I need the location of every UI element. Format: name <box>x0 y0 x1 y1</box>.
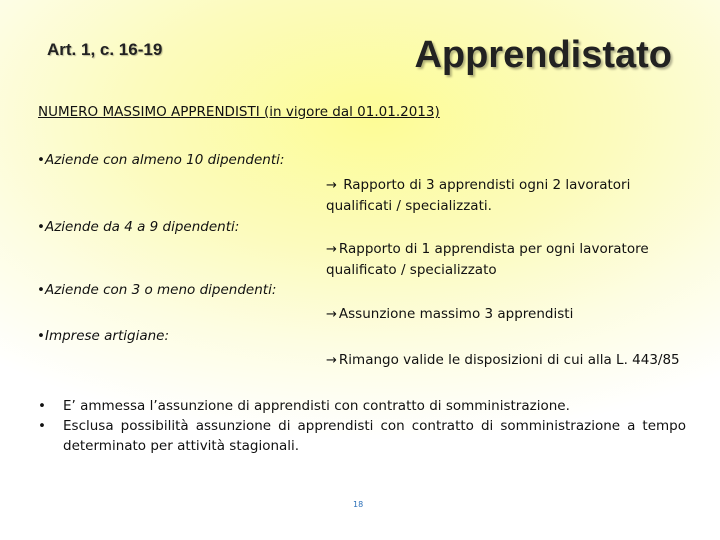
category-text: Aziende con almeno 10 dipendenti: <box>44 152 285 168</box>
rule-value: Rapporto di 1 apprendista per ogni lavoratore qualificato / specializzato <box>326 241 649 278</box>
category-label <box>37 282 276 298</box>
rule-value: Assunzione massimo 3 apprendisti <box>338 306 574 322</box>
category-text: Aziende con 3 o meno dipendenti: <box>44 282 277 298</box>
bullet-icon: • <box>37 219 45 235</box>
arrow-right-icon: → <box>326 242 337 257</box>
slide-title: Apprendistato <box>414 34 672 76</box>
category-text: Imprese artigiane: <box>44 328 170 344</box>
rule-value: Rapporto di 3 apprendisti ogni 2 lavoratori qualificati / specializzati. <box>326 177 631 214</box>
category-label <box>37 152 284 168</box>
note-item <box>38 396 686 416</box>
rule-text <box>326 304 696 325</box>
section-subtitle: NUMERO MASSIMO APPRENDISTI (in vigore dal 01.01.2013) <box>38 104 440 120</box>
page-number: 18 <box>353 500 364 509</box>
rule-text <box>326 239 696 280</box>
notes-list <box>38 396 686 456</box>
note-item <box>38 416 686 456</box>
bullet-icon: • <box>37 152 45 168</box>
rule-value: Rimango valide le disposizioni di cui alla L. 443/85 <box>338 352 680 368</box>
arrow-right-icon: → <box>326 178 337 193</box>
bullet-icon: • <box>37 328 45 344</box>
article-reference: Art. 1, c. 16-19 <box>47 40 163 59</box>
category-label <box>37 219 239 235</box>
rule-text <box>326 175 696 216</box>
bullet-icon: • <box>38 398 46 414</box>
category-label <box>37 328 169 344</box>
category-text: Aziende da 4 a 9 dipendenti: <box>44 219 240 235</box>
bullet-icon: • <box>37 282 45 298</box>
note-text: E’ ammessa l’assunzione di apprendisti con contratto di somministrazione. <box>63 398 570 414</box>
arrow-right-icon: → <box>326 307 337 322</box>
bullet-icon: • <box>38 418 46 434</box>
arrow-right-icon: → <box>326 353 337 368</box>
note-text: Esclusa possibilità assunzione di apprendisti con contratto di somministrazione a tempo determinato per attività stagionali. <box>63 418 686 454</box>
rule-text <box>326 350 696 371</box>
